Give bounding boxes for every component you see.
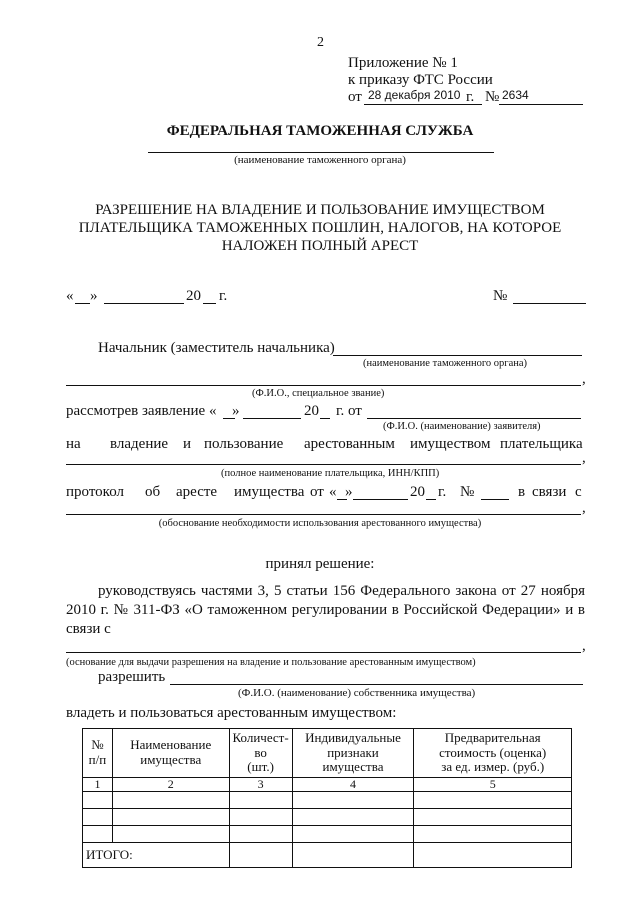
basis-line — [66, 652, 581, 653]
applicant-line — [367, 418, 581, 419]
table-cell — [229, 826, 292, 843]
possession-word-1: на — [66, 436, 81, 452]
agency-name: ФЕДЕРАЛЬНАЯ ТАМОЖЕННАЯ СЛУЖБА — [166, 123, 474, 139]
date-day-blank — [75, 303, 90, 304]
protocol-word-2: об — [145, 484, 161, 500]
header-features — [292, 729, 414, 778]
table-cell — [112, 792, 229, 809]
payer-comma: , — [582, 450, 586, 466]
protocol-word-4: имущества — [234, 484, 305, 500]
decision-heading: принял решение: — [265, 556, 375, 572]
header-value — [414, 729, 572, 778]
appendix-line-1: Приложение № 1 — [348, 55, 458, 71]
protocol-word-3: аресте — [176, 484, 218, 500]
owner-caption: (Ф.И.О. (наименование) собственника имущества) — [238, 687, 476, 699]
possess-label: владеть и пользоваться арестованным имуществом: — [66, 705, 397, 721]
title-line-1: РАЗРЕШЕНИЕ НА ВЛАДЕНИЕ И ПОЛЬЗОВАНИЕ ИМУЩЕСТВОМ — [95, 202, 545, 218]
table-cell — [112, 809, 229, 826]
guided-line-2: 2010 г. № 311-ФЗ «О таможенном регулировании в Российской Федерации» и в — [66, 602, 585, 618]
date-open-quote: « — [66, 288, 74, 304]
protocol-number-blank — [481, 499, 509, 500]
considered-close-quote: » — [232, 403, 240, 419]
table-cell — [83, 826, 113, 843]
total-row — [83, 843, 572, 868]
date-century: 20 — [186, 288, 201, 304]
protocol-word-5: от — [310, 484, 324, 500]
applicant-caption: (Ф.И.О. (наименование) заявителя) — [383, 421, 541, 432]
justification-line — [66, 514, 581, 515]
protocol-century: 20 — [410, 484, 425, 500]
basis-comma: , — [582, 638, 586, 654]
fio-line — [66, 385, 581, 386]
permit-label: разрешить — [98, 669, 166, 685]
guided-line-1: руководствуясь частями 3, 5 статьи 156 Федерального закона от 27 ноября — [98, 583, 585, 599]
table-cell — [229, 792, 292, 809]
total-quantity-cell — [229, 843, 292, 868]
possession-word-6: имуществом — [410, 436, 491, 452]
date-month-blank — [104, 303, 184, 304]
chief-customs-line — [333, 355, 582, 356]
possession-word-3: и — [183, 436, 192, 452]
table-cell — [414, 809, 572, 826]
protocol-open-quote: « — [329, 484, 337, 500]
appendix-line-2: к приказу ФТС России — [348, 72, 493, 88]
table-cell — [414, 792, 572, 809]
customs-body-caption: (наименование таможенного органа) — [234, 154, 406, 166]
considered-from: г. от — [336, 403, 362, 419]
justification-caption: (обоснование необходимости использования арестованного имущества) — [158, 518, 482, 529]
table-cell — [292, 792, 414, 809]
table-cell — [112, 826, 229, 843]
possession-word-2: владение — [110, 436, 169, 452]
appendix-line-3-prefix: от — [348, 89, 362, 105]
table-cell — [229, 809, 292, 826]
protocol-close-quote: » — [345, 484, 353, 500]
header-number — [83, 729, 113, 778]
column-number-cell: 4 — [292, 778, 414, 792]
column-number-cell: 1 — [83, 778, 113, 792]
protocol-word-connection: связи — [532, 484, 567, 500]
payer-caption: (полное наименование плательщика, ИНН/КПП) — [221, 468, 440, 479]
table-row — [83, 792, 572, 809]
protocol-word-in: в — [518, 484, 526, 500]
column-number-cell: 5 — [414, 778, 572, 792]
considered-month-blank — [243, 418, 301, 419]
justification-comma: , — [582, 500, 586, 516]
column-number-row — [83, 778, 572, 792]
order-year-mark: г. — [466, 89, 475, 105]
protocol-year-blank — [426, 499, 436, 500]
table-cell — [83, 792, 113, 809]
protocol-word-1: протокол — [66, 484, 125, 500]
total-label: ИТОГО: — [83, 843, 230, 868]
possession-word-4: пользование — [204, 436, 284, 452]
possession-word-5: арестованным — [304, 436, 395, 452]
table-row — [83, 809, 572, 826]
possession-word-7: плательщика — [500, 436, 583, 452]
title-line-2: ПЛАТЕЛЬЩИКА ТАМОЖЕННЫХ ПОШЛИН, НАЛОГОВ, НА КОТОРОЕ — [78, 220, 562, 236]
column-number-cell: 3 — [229, 778, 292, 792]
payer-line — [66, 464, 581, 465]
protocol-month-blank — [353, 499, 408, 500]
considered-prefix: рассмотрев заявление « — [66, 403, 217, 419]
guided-line-3: связи с — [66, 621, 111, 637]
title-line-3: НАЛОЖЕН ПОЛНЫЙ АРЕСТ — [221, 238, 419, 254]
date-year-suffix: г. — [219, 288, 228, 304]
customs-body-line — [148, 152, 494, 153]
order-number-underline — [499, 104, 583, 105]
table-cell — [414, 826, 572, 843]
considered-year-blank — [320, 418, 330, 419]
order-number: 2634 — [502, 88, 529, 102]
protocol-word-with: с — [575, 484, 582, 500]
protocol-number-mark: № — [460, 484, 475, 500]
header-name — [112, 729, 229, 778]
column-number-cell: 2 — [112, 778, 229, 792]
date-close-quote: » — [90, 288, 98, 304]
property-table — [82, 728, 572, 868]
table-cell — [83, 809, 113, 826]
header-features-text: Индивидуальные признаки имущества — [305, 730, 401, 775]
header-name-text: Наименование имущества — [130, 737, 212, 767]
order-number-mark: № — [485, 89, 500, 105]
considered-century: 20 — [304, 403, 319, 419]
basis-caption: (основание для выдачи разрешения на владение и пользование арестованным имуществом) — [66, 657, 476, 668]
header-quantity-text: Количест- во (шт.) — [232, 730, 289, 775]
header-number-text: № п/п — [88, 737, 107, 767]
chief-customs-caption: (наименование таможенного органа) — [363, 358, 528, 369]
table-row — [83, 826, 572, 843]
total-value-cell — [414, 843, 572, 868]
page-number: 2 — [317, 35, 324, 50]
order-date-underline — [364, 104, 482, 105]
header-value-text: Предварительная стоимость (оценка) за ед. измер. (руб.) — [439, 730, 547, 775]
table-cell — [292, 826, 414, 843]
protocol-year-suffix: г. — [438, 484, 447, 500]
permit-number-blank — [513, 303, 586, 304]
order-date: 28 декабря 2010 — [368, 88, 461, 102]
table-cell — [292, 809, 414, 826]
total-features-cell — [292, 843, 414, 868]
fio-comma: , — [582, 371, 586, 387]
header-quantity — [229, 729, 292, 778]
chief-label: Начальник (заместитель начальника) — [98, 340, 335, 356]
fio-caption: (Ф.И.О., специальное звание) — [252, 388, 385, 399]
permit-number-mark: № — [493, 288, 508, 304]
date-year-blank — [203, 303, 216, 304]
owner-line — [170, 684, 583, 685]
